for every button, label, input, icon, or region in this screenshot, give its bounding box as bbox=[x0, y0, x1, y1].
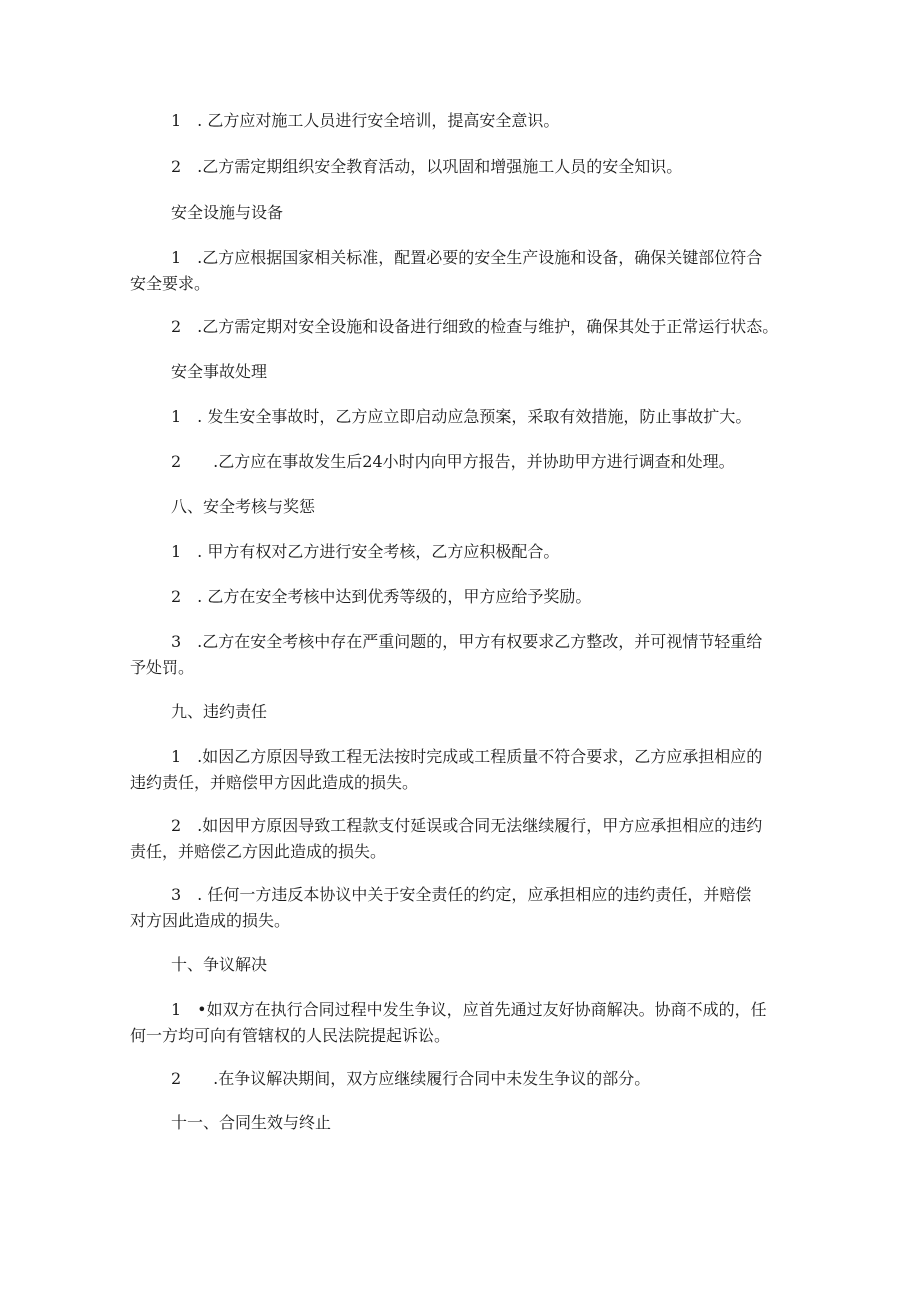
section-9-item-2-line-2: 责任，并赔偿乙方因此造成的损失。 bbox=[130, 842, 387, 861]
section-9-item-1-line-2: 违约责任，并赔偿甲方因此造成的损失。 bbox=[130, 773, 419, 792]
section-8-item-3-line-1: 3 .乙方在安全考核中存在严重问题的，甲方有权要求乙方整改，并可视情节轻重给 bbox=[171, 632, 763, 651]
section-10-item-1-line-2: 何一方均可向有管辖权的人民法院提起诉讼。 bbox=[130, 1026, 451, 1045]
section-8-item-2: 2 . 乙方在安全考核中达到优秀等级的，甲方应给予奖励。 bbox=[171, 587, 592, 606]
section-9-heading: 九、违约责任 bbox=[171, 702, 268, 721]
section-9-item-3-line-1: 3 . 任何一方违反本协议中关于安全责任的约定，应承担相应的违约责任，并赔偿 bbox=[171, 885, 752, 904]
safety-training-item-2: 2 .乙方需定期组织安全教育活动，以巩固和增强施工人员的安全知识。 bbox=[171, 157, 683, 176]
safety-facilities-item-1-line-1: 1 .乙方应根据国家相关标准，配置必要的安全生产设施和设备，确保关键部位符合 bbox=[171, 248, 763, 267]
section-11-heading: 十一、合同生效与终止 bbox=[171, 1113, 332, 1132]
section-10-item-1-line-1: 1 •如双方在执行合同过程中发生争议，应首先通过友好协商解决。协商不成的，任 bbox=[171, 1000, 767, 1019]
section-8-item-3-line-2: 予处罚。 bbox=[130, 658, 195, 677]
safety-training-item-1: 1 . 乙方应对施工人员进行安全培训，提高安全意识。 bbox=[171, 111, 560, 130]
section-8-heading: 八、安全考核与奖惩 bbox=[171, 497, 316, 516]
accident-handling-item-1: 1 . 发生安全事故时，乙方应立即启动应急预案，采取有效措施，防止事故扩大。 bbox=[171, 407, 752, 426]
section-9-item-1-line-1: 1 .如因乙方原因导致工程无法按时完成或工程质量不符合要求，乙方应承担相应的 bbox=[171, 747, 763, 766]
section-10-heading: 十、争议解决 bbox=[171, 955, 268, 974]
section-8-item-1: 1 . 甲方有权对乙方进行安全考核，乙方应积极配合。 bbox=[171, 542, 560, 561]
section-9-item-2-line-1: 2 .如因甲方原因导致工程款支付延误或合同无法继续履行，甲方应承担相应的违约 bbox=[171, 816, 763, 835]
safety-facilities-item-2: 2 .乙方需定期对安全设施和设备进行细致的检查与维护，确保其处于正常运行状态。 bbox=[171, 317, 779, 336]
accident-handling-item-2: 2 .乙方应在事故发生后24小时内向甲方报告，并协助甲方进行调查和处理。 bbox=[171, 452, 735, 471]
section-9-item-3-line-2: 对方因此造成的损失。 bbox=[130, 911, 291, 930]
section-10-item-2: 2 .在争议解决期间，双方应继续履行合同中未发生争议的部分。 bbox=[171, 1069, 651, 1088]
safety-facilities-heading: 安全设施与设备 bbox=[171, 203, 284, 222]
safety-facilities-item-1-line-2: 安全要求。 bbox=[130, 274, 211, 293]
accident-handling-heading: 安全事故处理 bbox=[171, 362, 268, 381]
